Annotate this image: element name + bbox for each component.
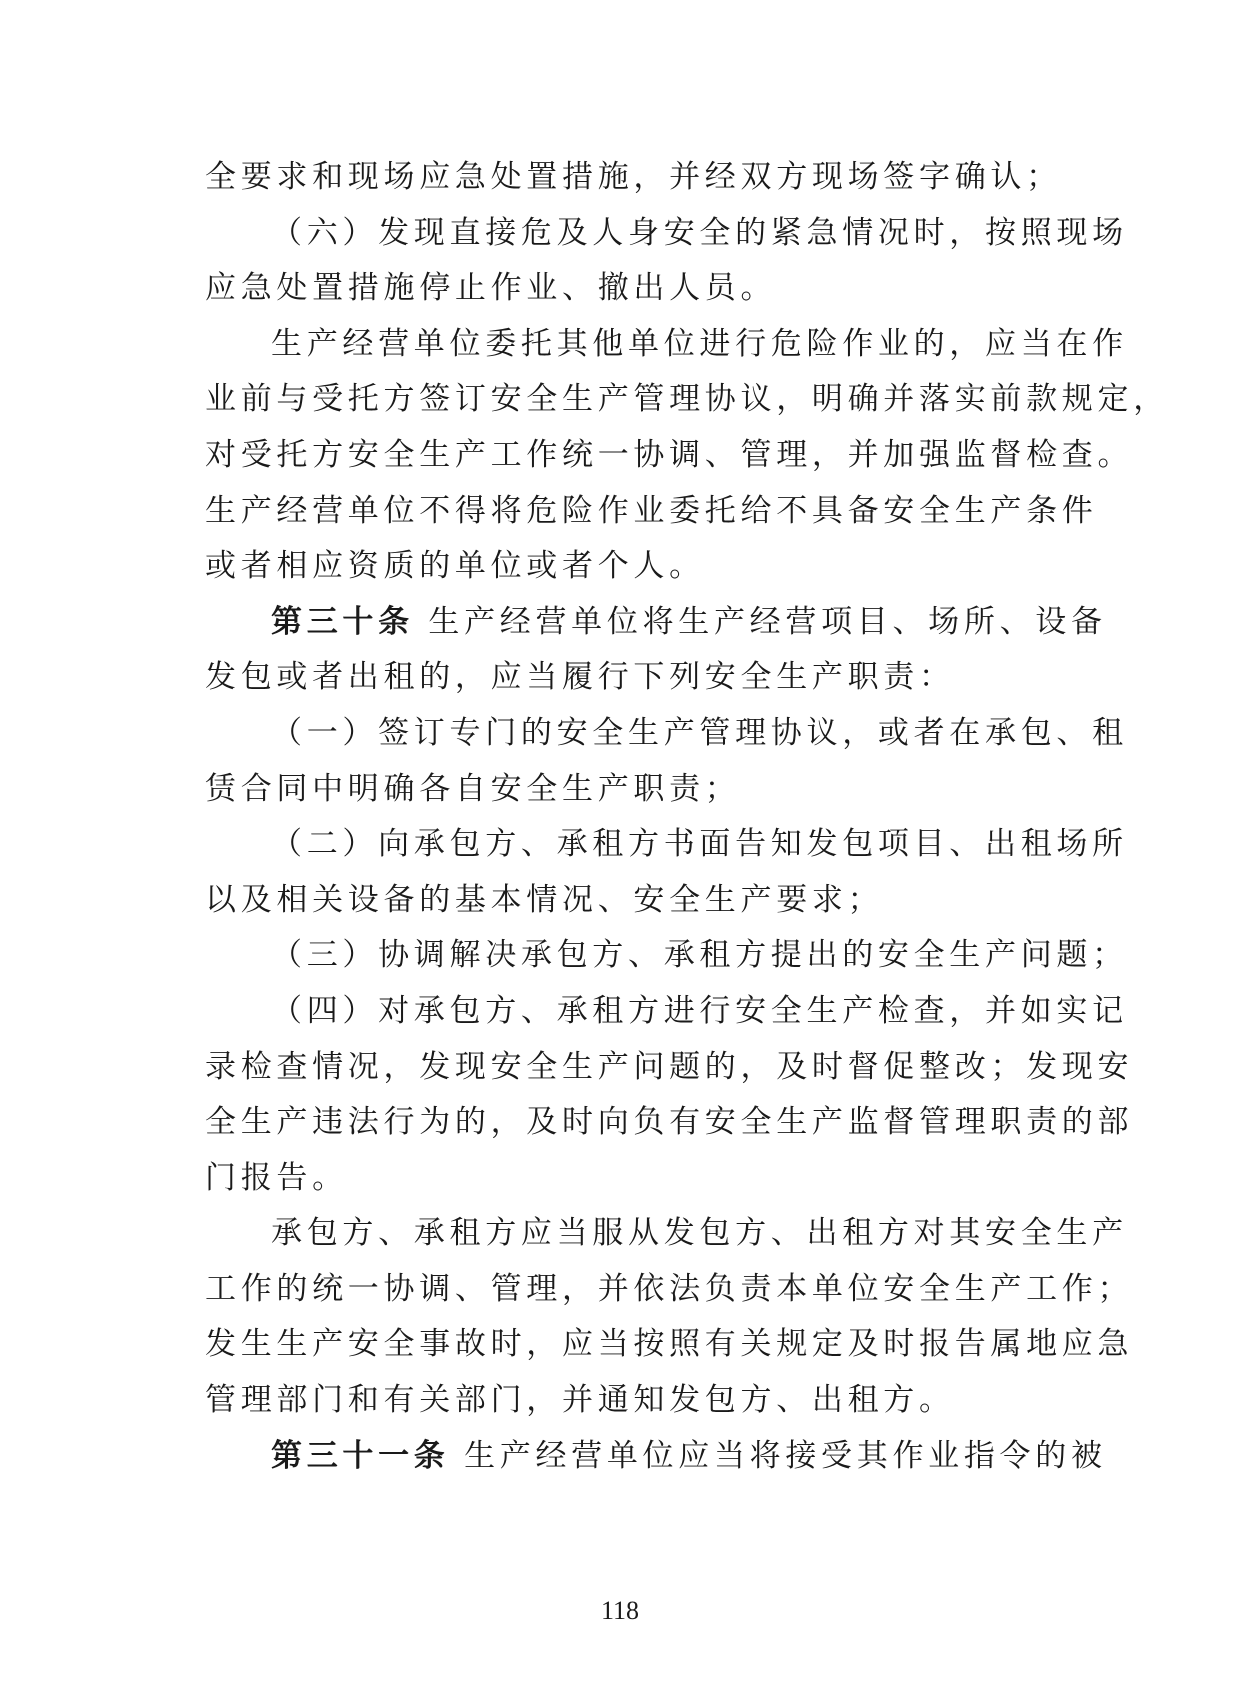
article-31-line: [205, 1429, 1107, 1485]
text-line: （四）对承包方、承租方进行安全生产检查，并如实记: [271, 992, 1128, 1029]
text-line: 全生产违法行为的，及时向负有安全生产监督管理职责的部: [205, 1104, 1134, 1141]
page-number: 118: [600, 1596, 640, 1625]
text-line: 生产经营单位不得将危险作业委托给不具备安全生产条件: [205, 492, 1098, 529]
text-line: （二）向承包方、承租方书面告知发包项目、出租场所: [271, 826, 1128, 863]
text-line: 全要求和现场应急处置措施，并经双方现场签字确认；: [205, 159, 1062, 195]
text-line: 生产经营单位应当将接受其作业指令的被: [464, 1437, 1107, 1474]
text-line: 发生生产安全事故时，应当按照有关规定及时报告属地应急: [205, 1326, 1134, 1363]
text-line: 生产经营单位将生产经营项目、场所、设备: [428, 603, 1107, 640]
text-line: 承包方、承租方应当服从发包方、出租方对其安全生产: [271, 1215, 1128, 1252]
article-30-line: [205, 595, 1107, 651]
text-line: （六）发现直接危及人身安全的紧急情况时，按照现场: [271, 214, 1128, 251]
article-30-heading: 第三十条: [271, 603, 414, 640]
text-line: 业前与受托方签订安全生产管理协议，明确并落实前款规定，: [205, 381, 1169, 418]
text-line: 应急处置措施停止作业、撤出人员。: [205, 270, 777, 307]
text-line: 赁合同中明确各自安全生产职责；: [205, 770, 741, 807]
text-line: 录检查情况，发现安全生产问题的，及时督促整改；发现安: [205, 1048, 1134, 1085]
text-line: （一）签订专门的安全生产管理协议，或者在承包、租: [271, 714, 1128, 751]
article-31-heading: 第三十一条: [271, 1437, 450, 1474]
text-line: 管理部门和有关部门，并通知发包方、出租方。: [205, 1382, 955, 1419]
text-line: 或者相应资质的单位或者个人。: [205, 548, 705, 585]
text-line: 生产经营单位委托其他单位进行危险作业的，应当在作: [271, 325, 1128, 362]
body-text: [205, 150, 1169, 1484]
text-line: 工作的统一协调、管理，并依法负责本单位安全生产工作；: [205, 1270, 1134, 1307]
text-line: 对受托方安全生产工作统一协调、管理，并加强监督检查。: [205, 436, 1134, 473]
text-line: 门报告。: [205, 1159, 348, 1196]
text-line: 以及相关设备的基本情况、安全生产要求；: [205, 881, 884, 918]
text-line: 发包或者出租的，应当履行下列安全生产职责：: [205, 659, 955, 696]
text-line: （三）协调解决承包方、承租方提出的安全生产问题；: [271, 937, 1128, 974]
